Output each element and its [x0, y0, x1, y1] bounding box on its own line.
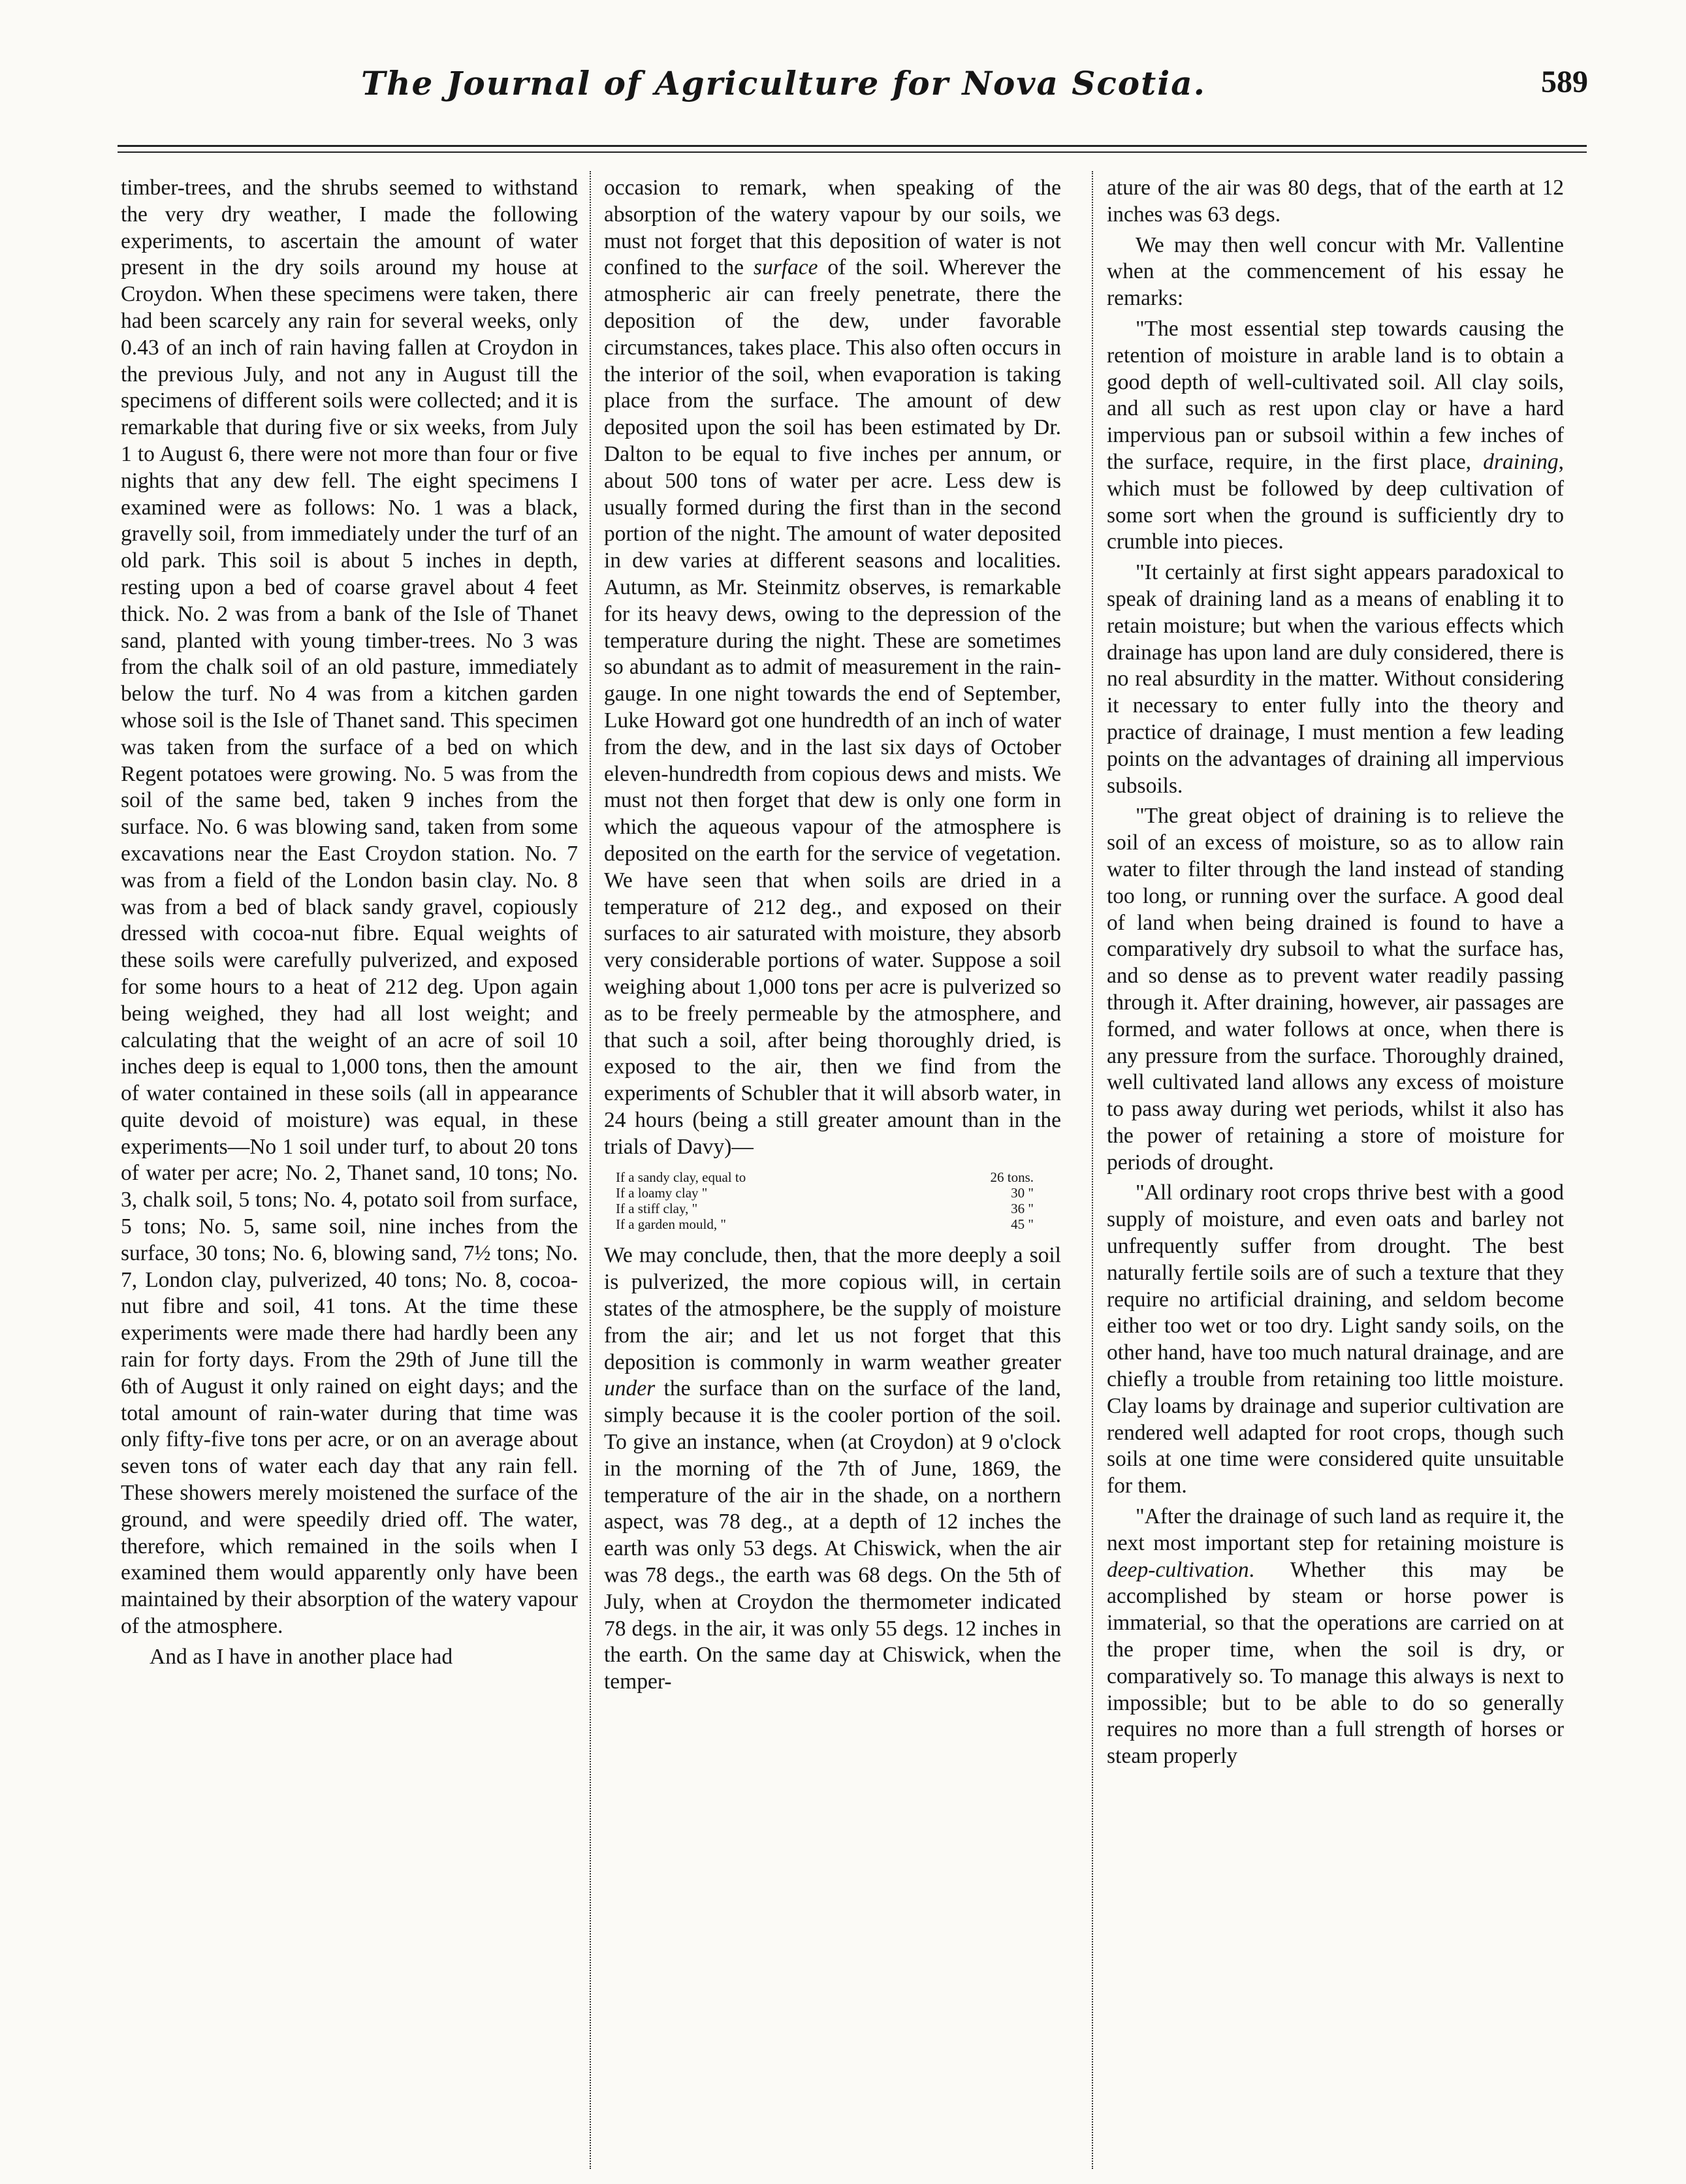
absorption-table — [616, 1169, 1034, 1232]
quoted-paragraph: "The most essential step towards causing the retention of moisture in arable land is to obtain a good depth of well-cultivated soil. All clay soils, and all such as rest upon clay or have a hard impervious pan or subsoil within a few inches of the surface, require, in the first place, draining, which must be followed by deep cultivation of some sort when the ground is sufficiently dry to crumble into pieces. — [1107, 316, 1564, 554]
table-row: If a sandy clay, equal to 26 tons. — [616, 1169, 1034, 1186]
header-rule-top — [118, 145, 1587, 147]
paragraph: We may then well concur with Mr. Vallentine when at the commencement of his essay he remarks: — [1107, 232, 1564, 311]
column-divider-1 — [590, 171, 591, 2169]
column-middle — [604, 175, 1061, 1696]
paragraph: timber-trees, and the shrubs seemed to withstand the very dry weather, I made the following experiments, to ascertain the amount of water present in the dry soils around my house at Croydon. When these specimens were taken, there had been scarcely any rain for several weeks, only 0.43 of an inch of rain having fallen at Croydon in the previous July, and not any in August till the specimens of different soils were collected; and it is remarkable that during five or six weeks, from July 1 to August 6, there were not more than four or five nights that any dew fell. The eight specimens I examined were as follows: No. 1 was a black, gravelly soil, from immediately under the turf of an old park. This soil is about 5 inches in depth, resting upon a bed of coarse gravel about 4 feet thick. No. 2 was from a bank of the Isle of Thanet sand, planted with young timber-trees. No 3 was from the chalk soil of an old pasture, immediately below the turf. No 4 was from a kitchen garden whose soil is the Isle of Thanet sand. This specimen was taken from the surface of a bed on which Regent potatoes were growing. No. 5 was from the soil of the same bed, taken 9 inches from the surface. No. 6 was blowing sand, taken from some excavations near the East Croydon station. No. 7 was from a field of the London basin clay. No. 8 was from a bed of black sandy gravel, copiously dressed with cocoa-nut fibre. Equal weights of these soils were carefully pulverized, and exposed for some hours to a heat of 212 deg. Upon again being weighed, they had all lost weight; and calculating that the weight of an acre of soil 10 inches deep is equal to 1,000 tons, then the amount of water contained in these soils (all in appearance quite devoid of moisture) was equal, in these experiments—No 1 soil under turf, to about 20 tons of water per acre; No. 2, Thanet sand, 10 tons; No. 3, chalk soil, 5 tons; No. 4, potato soil from surface, 5 tons; No. 5, same soil, nine inches from the surface, 30 tons; No. 6, blowing sand, 7½ tons; No. 7, London clay, pulverized, 40 tons; No. 8, cocoa-nut fibre and soil, 41 tons. At the time these experiments were made there had hardly been any rain for forty days. From the 29th of June till the 6th of August it only rained on eight days; and the total amount of rain-water during that time was only fifty-five tons per acre, or on an average about seven tons of water each day that any rain fell. These showers merely moistened the surface of the ground, and were speedily dried off. The water, therefore, which remained in the soils when I examined them would apparently only have been maintained by their absorption of the watery vapour of the atmosphere. — [121, 176, 578, 1639]
table-row: If a loamy clay " 30 " — [616, 1185, 1034, 1201]
header-rule-bottom — [118, 151, 1587, 153]
paragraph: occasion to remark, when speaking of the absorption of the watery vapour by our soils, we must not forget that this deposition of water is not confined to the surface of the soil. Wherever the atmospheric air can freely penetrate, there the deposition of the dew, under favorable circumstances, takes place. This also often occurs in the interior of the soil, when evaporation is taking place from the surface. The amount of dew deposited upon the soil has been estimated by Dr. Dalton to be equal to five inches per annum, or about 500 tons of water per acre. Less dew is usually formed during the first than in the second portion of the night. The amount of water deposited in dew varies at different seasons and localities. Autumn, as Mr. Steinmitz observes, is remarkable for its heavy dews, owing to the depression of the temperature during the night. These are sometimes so abundant as to admit of measurement in the rain-gauge. In one night towards the end of September, Luke Howard got one hundredth of an inch of water from the dew, and in the last six days of October eleven-hundredth from copious dews and mists. We must not then forget that dew is only one form in which the aqueous vapour of the atmosphere is deposited on the earth for the service of vegetation. We have seen that when soils are dried in a temperature of 212 deg., and exposed on their surfaces to air saturated with moisture, they absorb very considerable portions of water. Suppose a soil weighing about 1,000 tons per acre is pulverized so as to be freely permeable by the atmosphere, and that such a soil, after being thoroughly dried, is exposed to the air, then we find from the experiments of Schubler that it will absorb water, in 24 hours (being a still greater amount than in the trials of Davy)— — [604, 176, 1062, 1159]
paragraph: We may conclude, then, that the more deeply a soil is pulverized, the more copious will, in certain states of the atmosphere, be the supply of moisture from the air; and let us not forget that this deposition is commonly in warm weather greater under the surface than on the surface of the land, simply because it is the cooler portion of the soil. To give an instance, when (at Croydon) at 9 o'clock in the morning of the 7th of June, 1869, the temperature of the air in the shade, on a northern aspect, was 78 deg., at a depth of 12 inches the earth was only 53 degs. At Chiswick, when the air was 78 degs., the earth was 68 degs. On the 5th of July, when at Croydon the thermometer indicated 78 degs. in the air, it was only 55 degs. 12 inches in the earth. On the same day at Chiswick, when the temper- — [604, 1243, 1061, 1694]
column-divider-2 — [1092, 171, 1093, 2169]
quoted-paragraph: "All ordinary root crops thrive best with a good supply of moisture, and even oats and barley not unfrequently suffer from drought. The best naturally fertile soils are of such a texture that they require no artificial draining, and seldom become either too wet or too dry. Light sandy soils, on the other hand, have too much natural drainage, and are chiefly a trouble from retaining too little moisture. Clay loams by drainage and superior cultivation are rendered well adapted for root crops, though such soils at one time were considered quite unsuitable for them. — [1107, 1180, 1564, 1498]
column-right — [1107, 175, 1564, 1770]
paragraph: ature of the air was 80 degs, that of the earth at 12 inches was 63 degs. — [1107, 176, 1564, 227]
paragraph: And as I have in another place had — [150, 1644, 453, 1669]
table-row: If a stiff clay, " 36 " — [616, 1201, 1034, 1217]
quoted-paragraph: "After the drainage of such land as require it, the next most important step for retaining moisture is deep-cultivation. Whether this may be accomplished by steam or horse power is immaterial, so that the operations are carried on at the proper time, when the soil is dry, or comparatively so. To manage this always is next to impossible; but to be able to do so generally requires no more than a full strength of horses or steam properly — [1107, 1504, 1564, 1769]
journal-title: The Journal of Agriculture for Nova Scotia. — [360, 64, 1207, 103]
page-number: 589 — [1541, 65, 1588, 99]
quoted-paragraph: "The great object of draining is to relieve the soil of an excess of moisture, so as to allow rain water to filter through the land instead of standing too long, or running over the surface. A good deal of land when being drained is found to have a comparatively dry subsoil to what the surface has, and so dense as to prevent water readily passing through it. After draining, however, air passages are formed, and water follows at once, when there is any pressure from the surface. Thoroughly drained, well cultivated land allows any excess of moisture to pass away during wet periods, whilst it also has the power of retaining a store of moisture for periods of drought. — [1107, 804, 1564, 1175]
table-row: If a garden mould, " 45 " — [616, 1216, 1034, 1233]
quoted-paragraph: "It certainly at first sight appears paradoxical to speak of draining land as a means of enabling it to retain moisture; but when the various effects which drainage has upon land are duly considered, there is no real absurdity in the matter. Without considering it necessary to enter fully into the theory and practice of drainage, I must mention a few leading points on the advantages of draining all impervious subsoils. — [1107, 560, 1564, 798]
column-left — [121, 175, 578, 1671]
